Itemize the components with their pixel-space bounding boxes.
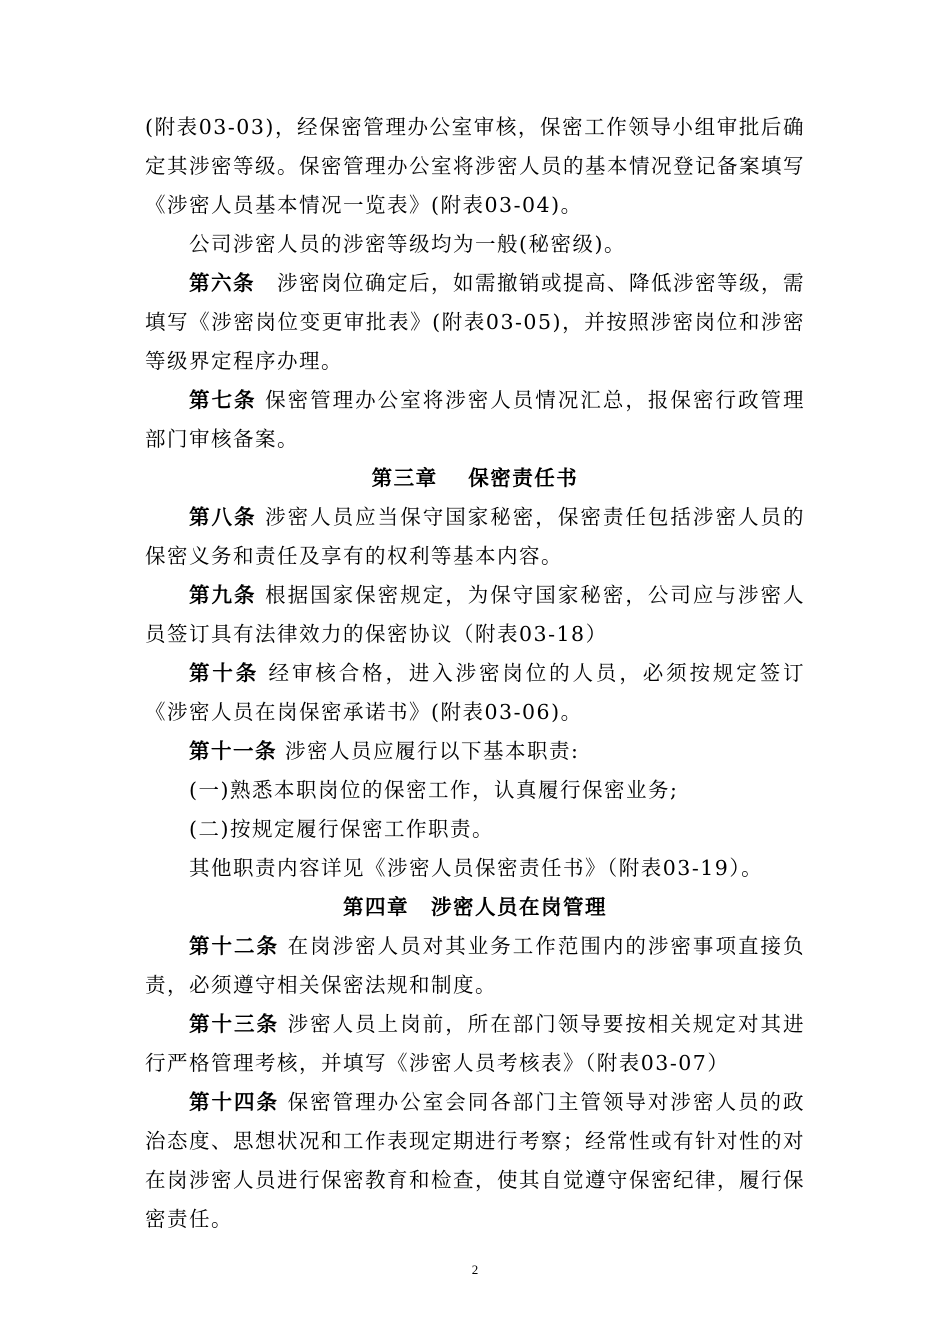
article-7-label: 第七条: [189, 388, 257, 412]
article-9-text: 根据国家保密规定，为保守国家秘密，公司应与涉密人员签订具有法律效力的保密协议（附表03-18）: [145, 583, 806, 646]
article-12-label: 第十二条: [189, 934, 280, 958]
article-9: [145, 576, 805, 654]
article-14: [145, 1083, 805, 1239]
article-10-text: 经审核合格，进入涉密岗位的人员，必须按规定签订《涉密人员在岗保密承诺书》(附表03-06)。: [145, 661, 806, 724]
article-14-text: 保密管理办公室会同各部门主管领导对涉密人员的政治态度、思想状况和工作表现定期进行考察；经常性或有针对性的对在岗涉密人员进行保密教育和检查，使其自觉遵守保密纪律，履行保密责任。: [145, 1090, 806, 1231]
article-8: [145, 498, 805, 576]
article-7: [145, 381, 805, 459]
article-6: [145, 264, 805, 381]
article-14-label: 第十四条: [189, 1090, 280, 1114]
chapter-4-heading: 第四章 涉密人员在岗管理: [343, 895, 607, 919]
article-11: [145, 732, 805, 771]
list-item-1: (一)熟悉本职岗位的保密工作，认真履行保密业务;: [189, 778, 679, 802]
article-7-text: 保密管理办公室将涉密人员情况汇总，报保密行政管理部门审核备案。: [145, 388, 806, 451]
paragraph-other-duties: 其他职责内容详见《涉密人员保密责任书》（附表03-19）。: [189, 856, 764, 880]
article-10: [145, 654, 805, 732]
article-11-text: 涉密人员应履行以下基本职责:: [277, 739, 580, 763]
paragraph-continuation: (附表03-03)，经保密管理办公室审核，保密工作领导小组审批后确定其涉密等级。保密管理办公室将涉密人员的基本情况登记备案填写《涉密人员基本情况一览表》(附表03-04)。: [145, 115, 805, 217]
page-number: 2: [471, 1262, 479, 1277]
article-6-text: 涉密岗位确定后，如需撤销或提高、降低涉密等级，需填写《涉密岗位变更审批表》(附表03-05)，并按照涉密岗位和涉密等级界定程序办理。: [145, 271, 805, 373]
article-12-text: 在岗涉密人员对其业务工作范围内的涉密事项直接负责，必须遵守相关保密法规和制度。: [145, 934, 806, 997]
article-8-label: 第八条: [189, 505, 257, 529]
paragraph-secret-level: 公司涉密人员的涉密等级均为一般(秘密级)。: [189, 232, 626, 256]
list-item-2: (二)按规定履行保密工作职责。: [189, 817, 494, 841]
article-9-label: 第九条: [189, 583, 257, 607]
chapter-3-heading: 第三章 保密责任书: [371, 466, 579, 490]
article-13-text: 涉密人员上岗前，所在部门领导要按相关规定对其进行严格管理考核，并填写《涉密人员考核表》（附表03-07）: [145, 1012, 806, 1075]
article-13-label: 第十三条: [189, 1012, 280, 1036]
article-12: [145, 927, 805, 1005]
document-body: [145, 108, 805, 1239]
article-10-label: 第十条: [189, 661, 260, 685]
article-8-text: 涉密人员应当保守国家秘密，保密责任包括涉密人员的保密义务和责任及享有的权利等基本内容。: [145, 505, 806, 568]
article-11-label: 第十一条: [189, 739, 277, 763]
article-13: [145, 1005, 805, 1083]
article-6-label: 第六条: [189, 271, 255, 295]
